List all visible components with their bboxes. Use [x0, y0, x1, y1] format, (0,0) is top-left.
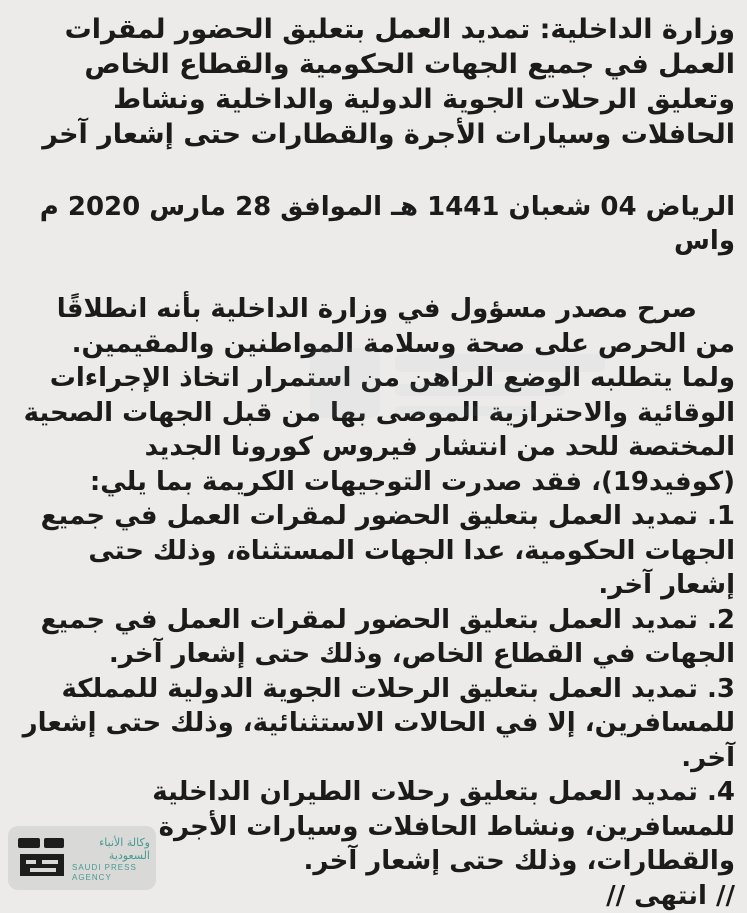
- directive-list: [12, 499, 735, 879]
- headline: وزارة الداخلية: تمديد العمل بتعليق الحضور لمقرات العمل في جميع الجهات الحكومية والقطاع الخاص وتعليق الرحلات الجوية الدولية والداخلية ونشاط الحافلات وسيارات الأجرة والقطارات حتى إشعار آخر: [12, 12, 735, 152]
- directive-text: تمديد العمل بتعليق رحلات الطيران الداخلية للمسافرين، ونشاط الحافلات وسيارات الأجرة والقطارات، وذلك حتى إشعار آخر.: [152, 777, 735, 876]
- directive-number: 4.: [707, 777, 735, 807]
- directive-text: تمديد العمل بتعليق الحضور لمقرات العمل في جميع الجهات في القطاع الخاص، وذلك حتى إشعار آخر.: [41, 605, 735, 670]
- directive-number: 2.: [707, 605, 735, 635]
- logo-english-text: SAUDI PRESS AGENCY: [72, 863, 150, 883]
- directive-number: 3.: [707, 674, 735, 704]
- intro-paragraph: صرح مصدر مسؤول في وزارة الداخلية بأنه انطلاقًا من الحرص على صحة وسلامة المواطنين والمقيمين. ولما يتطلبه الوضع الراهن من استمرار اتخاذ الإجراءات الوقائية والاحترازية الموصى بها من قبل الجهات الصحية المختصة للحد من انتشار فيروس كورونا الجديد (كوفيد19)، فقد صدرت التوجيهات الكريمة بما يلي:: [12, 292, 735, 499]
- directive-item: [12, 672, 735, 776]
- closing-mark: // انتهى //: [12, 879, 735, 913]
- directive-text: تمديد العمل بتعليق الرحلات الجوية الدولية للمملكة للمسافرين، إلا في الحالات الاستثنائية، وذلك حتى إشعار آخر.: [23, 674, 735, 773]
- article-body: [12, 292, 735, 913]
- dateline: الرياض 04 شعبان 1441 هـ الموافق 28 مارس 2020 م واس: [12, 190, 735, 258]
- directive-number: 1.: [707, 501, 735, 531]
- logo-arabic-text: وكالة الأنباء السعودية: [72, 836, 150, 862]
- directive-item: [12, 603, 735, 672]
- spa-logo-icon: [16, 834, 68, 882]
- directive-text: تمديد العمل بتعليق الحضور لمقرات العمل في جميع الجهات الحكومية، عدا الجهات المستثناة، وذلك حتى إشعار آخر.: [41, 501, 735, 600]
- spa-logo: [8, 826, 156, 890]
- directive-item: [12, 499, 735, 603]
